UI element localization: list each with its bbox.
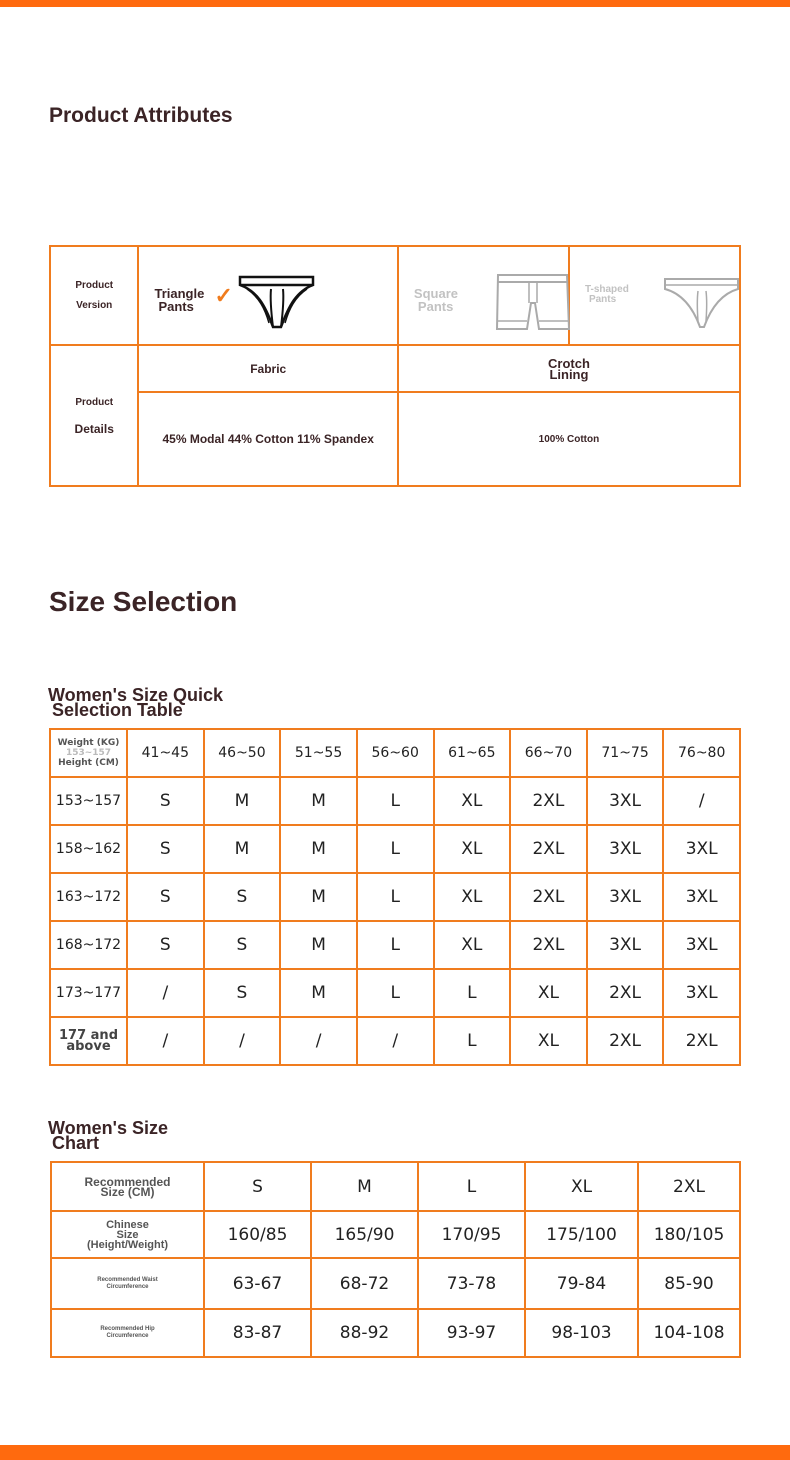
details-label-line2: Details xyxy=(74,421,114,436)
weight-cell: 61~65 xyxy=(434,729,511,777)
chart-cell: L xyxy=(418,1162,525,1211)
table-row xyxy=(51,1162,740,1211)
row-label-line: Size xyxy=(116,1228,139,1241)
height-label: 153~157 xyxy=(50,777,127,825)
style-name-line2: Pants xyxy=(588,294,617,305)
weight-cell: 41~45 xyxy=(127,729,204,777)
size-cell: XL xyxy=(434,825,511,873)
size-cell: / xyxy=(204,1017,281,1065)
weight-cell: 46~50 xyxy=(204,729,281,777)
chart-cell: 175/100 xyxy=(525,1211,638,1258)
size-cell: 2XL xyxy=(510,921,587,969)
table-row xyxy=(50,825,740,873)
lining-header-line1: Crotch xyxy=(548,355,590,371)
weight-header-row xyxy=(50,729,740,777)
chart-cell: 85-90 xyxy=(638,1258,740,1309)
briefs-icon xyxy=(237,275,317,331)
chart-cell: 180/105 xyxy=(638,1211,740,1258)
size-cell: / xyxy=(280,1017,357,1065)
weight-cell: 76~80 xyxy=(663,729,740,777)
size-cell: M xyxy=(280,825,357,873)
size-cell: M xyxy=(280,873,357,921)
size-cell: S xyxy=(127,873,204,921)
size-chart-title xyxy=(48,1118,168,1153)
size-cell: 3XL xyxy=(587,873,664,921)
table-row xyxy=(50,1017,740,1065)
size-cell: XL xyxy=(510,969,587,1017)
size-cell: S xyxy=(204,969,281,1017)
chart-cell: 93-97 xyxy=(418,1309,525,1357)
size-cell: 2XL xyxy=(510,777,587,825)
size-cell: 3XL xyxy=(587,825,664,873)
product-details-label xyxy=(50,345,138,486)
size-cell: XL xyxy=(434,873,511,921)
size-cell: 3XL xyxy=(587,921,664,969)
check-icon: ✓ xyxy=(214,283,233,308)
size-cell: S xyxy=(127,825,204,873)
table-row xyxy=(50,777,740,825)
size-cell: S xyxy=(127,921,204,969)
chart-cell: 73-78 xyxy=(418,1258,525,1309)
chinese-size-label xyxy=(51,1211,204,1258)
size-cell: / xyxy=(663,777,740,825)
chart-title-line2: Chart xyxy=(52,1133,100,1153)
hip-circumference-label xyxy=(51,1309,204,1357)
size-cell: L xyxy=(357,921,434,969)
weight-cell: 51~55 xyxy=(280,729,357,777)
chart-title-line1: Women's Size xyxy=(48,1118,168,1138)
size-cell: L xyxy=(434,969,511,1017)
size-cell: 2XL xyxy=(587,1017,664,1065)
weight-cell: 66~70 xyxy=(510,729,587,777)
size-quick-selection-table xyxy=(49,728,741,1066)
weight-cell: 56~60 xyxy=(357,729,434,777)
thong-icon xyxy=(662,277,742,331)
table-row xyxy=(50,873,740,921)
chart-cell: XL xyxy=(525,1162,638,1211)
size-cell: S xyxy=(127,777,204,825)
fabric-header: Fabric xyxy=(138,345,397,392)
fabric-value: 45% Modal 44% Cotton 11% Spandex xyxy=(138,392,397,486)
size-cell: M xyxy=(280,969,357,1017)
height-label: 177 and above xyxy=(50,1017,127,1065)
chart-cell: 68-72 xyxy=(311,1258,418,1309)
table-row xyxy=(50,969,740,1017)
size-cell: / xyxy=(127,969,204,1017)
product-attributes-title: Product Attributes xyxy=(49,104,233,127)
top-accent-bar xyxy=(0,0,790,7)
style-square-pants[interactable] xyxy=(398,246,569,345)
crotch-lining-header xyxy=(398,345,740,392)
row-label-line: (Height/Weight) xyxy=(86,1238,169,1251)
row-label-line: Circumference xyxy=(106,1333,149,1339)
size-cell: M xyxy=(204,825,281,873)
style-triangle-pants[interactable] xyxy=(138,246,397,345)
style-name xyxy=(414,287,458,313)
style-t-shaped-pants[interactable] xyxy=(569,246,740,345)
style-name-line2: Pants xyxy=(417,299,454,314)
size-cell: M xyxy=(204,777,281,825)
details-label-line1: Product xyxy=(75,396,114,408)
size-cell: XL xyxy=(510,1017,587,1065)
style-name xyxy=(585,285,629,305)
height-label: 163~172 xyxy=(50,873,127,921)
size-cell: XL xyxy=(434,921,511,969)
chart-cell: 165/90 xyxy=(311,1211,418,1258)
height-label: 173~177 xyxy=(50,969,127,1017)
size-cell: L xyxy=(357,969,434,1017)
table-row xyxy=(51,1309,740,1357)
size-cell: 2XL xyxy=(663,1017,740,1065)
size-cell: 2XL xyxy=(510,825,587,873)
product-attributes-table xyxy=(49,245,741,487)
weight-height-corner xyxy=(50,729,127,777)
chart-cell: 88-92 xyxy=(311,1309,418,1357)
chart-cell: 83-87 xyxy=(204,1309,311,1357)
size-cell: / xyxy=(357,1017,434,1065)
chart-cell: 2XL xyxy=(638,1162,740,1211)
row-label-line: Size (CM) xyxy=(100,1184,155,1199)
recommended-size-label xyxy=(51,1162,204,1211)
chart-cell: S xyxy=(204,1162,311,1211)
corner-height-label: Height (CM) xyxy=(58,758,119,768)
chart-cell: 63-67 xyxy=(204,1258,311,1309)
table-row xyxy=(51,1258,740,1309)
size-cell: M xyxy=(280,777,357,825)
size-cell: L xyxy=(357,825,434,873)
version-label-line1: Product xyxy=(75,279,114,291)
style-name-line1: T-shaped xyxy=(584,284,629,295)
row-label-line: Chinese xyxy=(106,1218,149,1231)
row-label-line: Recommended xyxy=(84,1174,171,1189)
quick-title-line2: Selection Table xyxy=(52,700,183,720)
chart-cell: 170/95 xyxy=(418,1211,525,1258)
row-label-line: Recommended Hip xyxy=(100,1326,155,1332)
size-cell: 3XL xyxy=(663,873,740,921)
corner-weight-label: Weight (KG) xyxy=(57,738,120,748)
size-cell: S xyxy=(204,921,281,969)
size-cell: L xyxy=(357,873,434,921)
height-label: 168~172 xyxy=(50,921,127,969)
product-version-label xyxy=(50,246,138,345)
lining-header-line2: Lining xyxy=(549,366,589,382)
size-cell: M xyxy=(280,921,357,969)
size-cell: S xyxy=(204,873,281,921)
style-name-line1: Square xyxy=(413,286,458,301)
size-cell: 3XL xyxy=(587,777,664,825)
size-cell: 3XL xyxy=(663,969,740,1017)
size-selection-title: Size Selection xyxy=(49,586,238,617)
chart-cell: 98-103 xyxy=(525,1309,638,1357)
style-name-line1: Triangle xyxy=(154,286,205,301)
table-row xyxy=(50,921,740,969)
table-row xyxy=(51,1211,740,1258)
size-cell: 2XL xyxy=(587,969,664,1017)
chart-cell: 160/85 xyxy=(204,1211,311,1258)
quick-title-line1: Women's Size Quick xyxy=(48,685,223,705)
chart-cell: M xyxy=(311,1162,418,1211)
waist-circumference-label xyxy=(51,1258,204,1309)
style-name xyxy=(154,287,204,313)
size-cell: 3XL xyxy=(663,825,740,873)
style-name-line2: Pants xyxy=(158,299,194,314)
bottom-accent-bar xyxy=(0,1445,790,1460)
quick-selection-title xyxy=(48,685,223,720)
weight-cell: 71~75 xyxy=(587,729,664,777)
chart-cell: 79-84 xyxy=(525,1258,638,1309)
size-cell: / xyxy=(127,1017,204,1065)
boxer-icon xyxy=(493,273,573,333)
size-cell: XL xyxy=(434,777,511,825)
version-label-line2: Version xyxy=(76,299,113,311)
height-label: 158~162 xyxy=(50,825,127,873)
size-cell: L xyxy=(434,1017,511,1065)
row-label-line: Recommended Waist xyxy=(97,1276,158,1283)
size-cell: 2XL xyxy=(510,873,587,921)
chart-cell: 104-108 xyxy=(638,1309,740,1357)
corner-watermark: 153~157 xyxy=(65,748,112,758)
crotch-lining-value: 100% Cotton xyxy=(398,392,740,486)
size-cell: 3XL xyxy=(663,921,740,969)
womens-size-chart-table xyxy=(50,1161,741,1358)
row-label-line: Circumference xyxy=(106,1283,149,1290)
size-cell: L xyxy=(357,777,434,825)
